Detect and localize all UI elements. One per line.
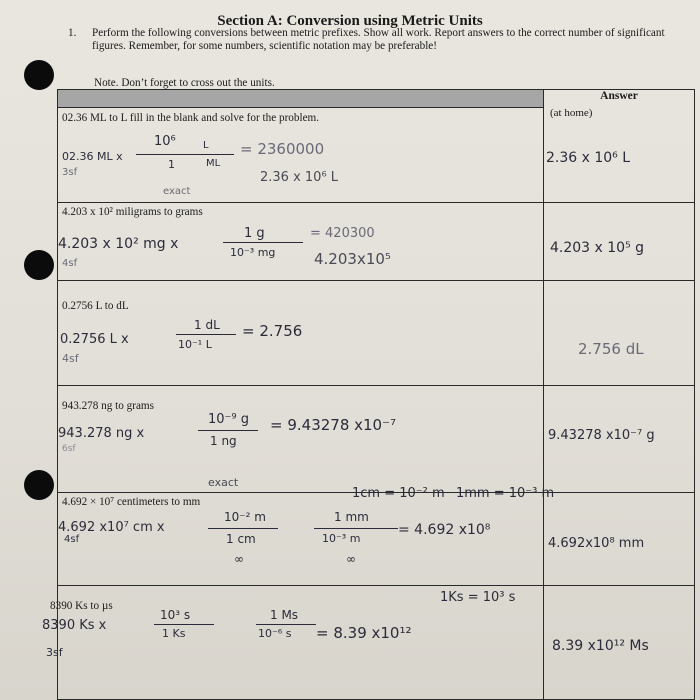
row-4-prompt: 943.278 ng to grams (62, 400, 154, 412)
row-6-num-2: 1 Ms (270, 608, 299, 622)
row-1-answer: 2.36 x 10⁶ L (546, 150, 631, 166)
row-6-fraction-bar-1 (154, 624, 214, 625)
row-2-result: = 420300 (310, 226, 375, 241)
row-5-answer: 4.692x10⁸ mm (548, 536, 645, 551)
row-4-fraction-bar (198, 430, 258, 431)
row-5-den-2: 10⁻³ m (322, 532, 361, 545)
row-5-exact-2: ∞ (346, 552, 356, 566)
row-4-answer: 9.43278 x10⁻⁷ g (548, 428, 655, 443)
row-6-sigfigs: 3sf (46, 646, 63, 659)
row-2-prompt: 4.203 x 10² miligrams to grams (62, 206, 203, 218)
row-1-num-unit: L (203, 140, 209, 151)
row-1-fraction-bar (136, 154, 234, 155)
column-divider (543, 90, 544, 699)
row-3-den: 10⁻¹ L (178, 338, 212, 351)
row-5-equiv-1: 1cm = 10⁻² m (352, 486, 445, 501)
row-1-prompt: 02.36 ML to L fill in the blank and solve for the problem. (62, 112, 320, 124)
row-2-den: 10⁻³ mg (230, 246, 276, 259)
row-5-fraction-bar-1 (208, 528, 278, 529)
row-4-den: 1 ng (210, 434, 237, 448)
row-6-den-1: 1 Ks (162, 627, 186, 640)
row-divider (58, 585, 694, 586)
row-6-prompt: 8390 Ks to µs (50, 600, 113, 612)
row-3-prompt: 0.2756 L to dL (62, 300, 129, 312)
row-divider (58, 202, 694, 203)
row-6-result: = 8.39 x10¹² (316, 624, 412, 642)
row-4-num: 10⁻⁹ g (208, 412, 249, 427)
row-2-fraction-bar (223, 242, 303, 243)
row-3-fraction-bar (176, 334, 236, 335)
row-5-fraction-bar-2 (314, 528, 398, 529)
row-1-given: 02.36 ML x (62, 150, 123, 163)
row-5-prompt: 4.692 × 10⁷ centimeters to mm (62, 496, 201, 508)
answer-header: Answer (600, 90, 638, 102)
row-1-den: 1 (168, 158, 175, 171)
row-2-given: 4.203 x 10² mg x (58, 236, 179, 252)
row-divider (58, 280, 694, 281)
row-6-given: 8390 Ks x (42, 618, 107, 633)
section-title: Section A: Conversion using Metric Units (217, 13, 483, 29)
row-4-result: = 9.43278 x10⁻⁷ (270, 416, 397, 434)
binder-hole (24, 250, 54, 280)
row-2-num: 1 g (244, 226, 265, 241)
row-5-num-2: 1 mm (334, 510, 369, 524)
row-6-num-1: 10³ s (160, 608, 191, 622)
answer-subheader: (at home) (550, 107, 593, 119)
row-1-exact: exact (163, 186, 191, 197)
row-6-equiv: 1Ks = 10³ s (440, 590, 516, 605)
row-6-fraction-bar-2 (256, 624, 316, 625)
row-1-result: = 2360000 (240, 140, 325, 158)
note-text: Note. Don’t forget to cross out the units. (94, 77, 275, 89)
row-5-den-1: 1 cm (226, 532, 256, 546)
row-4-given: 943.278 ng x (58, 426, 145, 441)
row-6-den-2: 10⁻⁶ s (258, 627, 292, 640)
row-1-sci: 2.36 x 10⁶ L (260, 170, 339, 185)
row-6-answer: 8.39 x10¹² Ms (552, 638, 649, 654)
row-1-num: 10⁶ (154, 134, 176, 149)
row-1-den-unit: ML (206, 158, 221, 169)
binder-hole (24, 470, 54, 500)
binder-hole (24, 60, 54, 90)
row-5-sigfigs: 4sf (64, 534, 80, 545)
row-5-exact-1: ∞ (234, 552, 244, 566)
row-3-given: 0.2756 L x (60, 332, 129, 347)
row-3-sigfigs: 4sf (62, 352, 79, 365)
row-1-sigfigs: 3sf (62, 167, 78, 178)
row-5-num-1: 10⁻² m (224, 510, 266, 524)
row-4-exact: exact (208, 476, 239, 489)
row-4-sigfigs: 6sf (62, 444, 76, 454)
row-5-given: 4.692 x10⁷ cm x (58, 520, 165, 535)
row-2-answer: 4.203 x 10⁵ g (550, 240, 645, 256)
row-2-sci: 4.203x10⁵ (314, 250, 391, 268)
row-5-result: = 4.692 x10⁸ (398, 522, 491, 538)
row-3-result: = 2.756 (242, 322, 303, 340)
instructions (68, 27, 688, 53)
conversion-table (42, 89, 695, 700)
table-header-band (58, 90, 543, 108)
row-5-equiv-2: 1mm = 10⁻³ m (456, 486, 555, 501)
row-divider (58, 385, 694, 386)
row-3-answer: 2.756 dL (578, 340, 644, 358)
row-2-sigfigs: 4sf (62, 258, 78, 269)
instructions-text: Perform the following conversions between metric prefixes. Show all work. Report answers to the correct number of significant figures. Remember, for some numbers, scientific notation may be preferable! (92, 27, 665, 52)
row-3-num: 1 dL (194, 318, 220, 332)
question-number: 1. (68, 27, 77, 39)
